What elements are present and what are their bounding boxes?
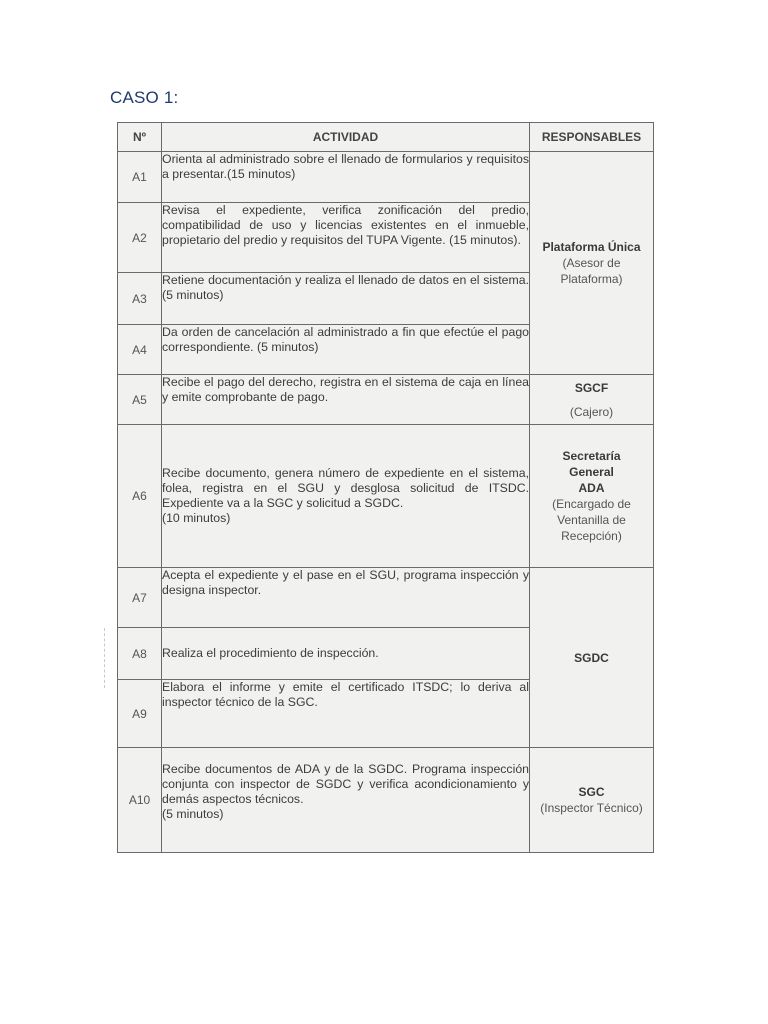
table-row — [118, 568, 654, 628]
responsible-plataforma — [530, 152, 654, 375]
header-activity: ACTIVIDAD — [162, 123, 530, 152]
table-row — [118, 375, 654, 425]
responsible-title-line1: Secretaría — [562, 449, 621, 463]
row-number: A7 — [118, 568, 162, 628]
row-activity: Elabora el informe y emite el certificado ITSDC; lo deriva al inspector técnico de la SGC. — [162, 680, 530, 748]
row-activity: Recibe el pago del derecho, registra en el sistema de caja en línea y emite comprobante de pago. — [162, 375, 530, 425]
responsible-title: Plataforma Única — [542, 240, 641, 254]
responsible-title: SGCF — [574, 380, 609, 395]
page-heading: CASO 1: — [110, 88, 179, 107]
responsible-secretaria — [530, 425, 654, 568]
row-activity: Retiene documentación y realiza el llenado de datos en el sistema. (5 minutos) — [162, 273, 530, 325]
responsible-subtitle: (Cajero) — [569, 404, 614, 419]
responsible-sgc — [530, 748, 654, 853]
row-number: A9 — [118, 680, 162, 748]
activities-table — [117, 122, 654, 853]
row-activity-duration: (10 minutos) — [162, 511, 231, 525]
responsible-title: SGC — [578, 785, 605, 799]
table-header-row — [118, 123, 654, 152]
row-number: A5 — [118, 375, 162, 425]
row-number: A6 — [118, 425, 162, 568]
responsible-title: SGDC — [574, 650, 609, 665]
row-activity — [162, 748, 530, 853]
row-activity: Orienta al administrado sobre el llenado de formularios y requisitos a presentar.(15 minutos) — [162, 152, 530, 203]
table-row — [118, 748, 654, 853]
row-activity: Acepta el expediente y el pase en el SGU, programa inspección y designa inspector. — [162, 568, 530, 628]
row-activity-text: Recibe documentos de ADA y de la SGDC. Programa inspección conjunta con inspector de SGDC y verifica acondicionamiento y demás aspectos técnicos. — [162, 762, 529, 806]
responsible-sgcf — [530, 375, 654, 425]
row-number: A4 — [118, 325, 162, 375]
row-activity — [162, 425, 530, 568]
table-row — [118, 425, 654, 568]
row-activity: Realiza el procedimiento de inspección. — [162, 628, 530, 680]
row-number: A2 — [118, 203, 162, 273]
row-number: A1 — [118, 152, 162, 203]
header-number: Nº — [118, 123, 162, 152]
responsible-title-line2: General — [569, 465, 614, 479]
responsible-sgdc — [530, 568, 654, 748]
responsible-subtitle: (Inspector Técnico) — [540, 801, 643, 815]
responsible-title-line3: ADA — [578, 481, 605, 495]
row-number: A8 — [118, 628, 162, 680]
responsible-subtitle: (Encargado de Ventanilla de Recepción) — [552, 497, 631, 543]
responsible-subtitle: (Asesor de Plataforma) — [560, 256, 623, 286]
row-activity: Da orden de cancelación al administrado a fin que efectúe el pago correspondiente. (5 minutos) — [162, 325, 530, 375]
row-number: A10 — [118, 748, 162, 853]
row-number: A3 — [118, 273, 162, 325]
row-activity-duration: (5 minutos) — [162, 807, 224, 821]
row-activity-text: Recibe documento, genera número de expediente en el sistema, folea, registra en el SGU y desglosa solicitud de ITSDC. Expediente va a la SGC y solicitud a SGDC. — [162, 466, 529, 510]
header-responsibles: RESPONSABLES — [530, 123, 654, 152]
row-activity: Revisa el expediente, verifica zonificación del predio, compatibilidad de uso y licencias existentes en el inmueble, propietario del predio y requisitos del TUPA Vigente. (15 minutos). — [162, 203, 530, 273]
scan-edge-mark — [104, 628, 115, 688]
table-row — [118, 152, 654, 203]
